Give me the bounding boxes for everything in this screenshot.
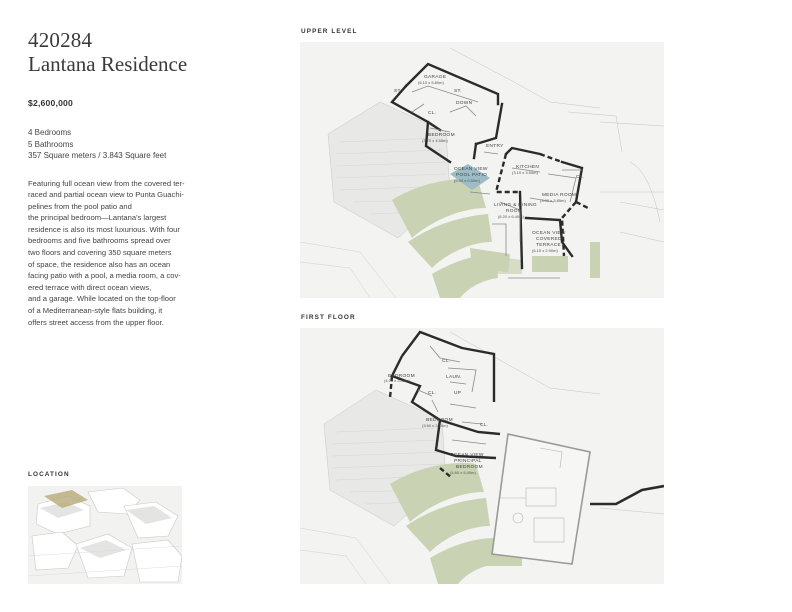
room-bedroom: BEDROOM xyxy=(428,133,455,138)
lot-number: 420284 xyxy=(28,28,93,52)
ff-room-bedroom-2-dim: (3.60 x 3.40m) xyxy=(422,423,448,428)
ff-room-laundry: LAUN. xyxy=(446,375,462,380)
description-line: the principal bedroom—Lantana's largest xyxy=(28,213,167,223)
first-floor-floorplan xyxy=(300,328,664,584)
upper-level-label: UPPER LEVEL xyxy=(301,28,358,35)
description-line: raced and partial ocean view to Punta Guachi- xyxy=(28,190,184,200)
room-living-dim: (6.20 x 6.40m) xyxy=(498,214,524,219)
description-line: of a Mediterranean-style flats building, it xyxy=(28,306,163,316)
area-size: 357 Square meters / 3.843 Square feet xyxy=(28,151,167,160)
room-terrace-dim: (6.15 x 2.90m) xyxy=(532,248,558,253)
listing-info xyxy=(28,28,208,328)
room-st-1: ST. xyxy=(394,89,402,94)
ff-room-principal-dim: (4.60 x 5.40m) xyxy=(450,470,476,475)
description-line: facing patio with a pool, a media room, a cov- xyxy=(28,271,181,281)
room-terrace-1: OCEAN VIEW xyxy=(532,231,566,236)
room-patio-1: OCEAN VIEW xyxy=(454,167,488,172)
room-garage-dim: (6.10 x 5.80m) xyxy=(418,80,444,85)
residence-title: Lantana Residence xyxy=(28,52,188,76)
room-patio-2: POOL PATIO xyxy=(456,173,488,178)
ff-room-up: UP xyxy=(454,391,462,396)
price: $2,600,000 xyxy=(28,98,74,108)
room-closet-2: CL. xyxy=(576,175,585,180)
description-line: bedrooms and five bathrooms spread over xyxy=(28,236,171,246)
room-living-1: LIVING & DINING xyxy=(494,203,537,208)
room-st-2: ST. xyxy=(454,89,462,94)
description-line: Featuring full ocean view from the covered ter- xyxy=(28,178,185,188)
room-closet: CL. xyxy=(428,111,437,116)
description xyxy=(28,178,200,329)
description-line: offers street access from the upper floor. xyxy=(28,317,164,327)
ff-room-principal-1: OCEAN VIEW xyxy=(450,453,484,458)
room-living-2: ROOM xyxy=(506,209,523,214)
ff-room-closet-1: CL. xyxy=(442,359,451,364)
bedrooms-count: 4 Bedrooms xyxy=(28,128,72,137)
description-line: of space, the residence also has an ocean xyxy=(28,259,171,269)
ff-room-principal-2: PRINCIPAL xyxy=(454,459,482,464)
ff-room-closet-2: CL. xyxy=(428,391,437,396)
description-line: pelines from the pool patio and xyxy=(28,201,132,211)
ff-room-closet-3: CL. xyxy=(480,423,489,428)
room-terrace-3: TERRACE xyxy=(536,243,562,248)
description-line: two floors and covering 350 square meters xyxy=(28,248,172,258)
description-line: ered terrace with direct ocean views, xyxy=(28,282,152,292)
upper-level-floorplan xyxy=(300,42,664,298)
room-bedroom-dim: (3.70 x 4.55m) xyxy=(422,138,448,143)
location-map-image xyxy=(28,486,182,584)
ff-room-bedroom-2: BEDROOM xyxy=(426,418,453,423)
room-terrace-2: COVERED xyxy=(536,237,562,242)
room-media: MEDIA ROOM xyxy=(542,193,577,198)
room-entry: ENTRY xyxy=(486,144,504,149)
room-kitchen: KITCHEN xyxy=(516,165,540,170)
ff-room-bedroom-1-dim: (4.05 x 3.45m) xyxy=(384,378,410,383)
ff-room-principal-3: BEDROOM xyxy=(456,465,483,470)
description-line: and a garage. While located on the top-floor xyxy=(28,294,176,304)
location-label: LOCATION xyxy=(28,471,70,478)
room-patio-dim: (5.90 x 6.50m) xyxy=(454,178,480,183)
room-media-dim: (3.00 x 3.85m) xyxy=(540,198,566,203)
room-down: DOWN xyxy=(456,101,473,106)
room-garage: GARAGE xyxy=(424,75,447,80)
description-line: residence is also its most luxurious. With four xyxy=(28,224,180,234)
bathrooms-count: 5 Bathrooms xyxy=(28,139,74,149)
ff-room-bedroom-1: BEDROOM xyxy=(388,374,415,379)
room-kitchen-dim: (3.10 x 3.50m) xyxy=(512,170,538,175)
first-floor-label: FIRST FLOOR xyxy=(301,314,356,321)
